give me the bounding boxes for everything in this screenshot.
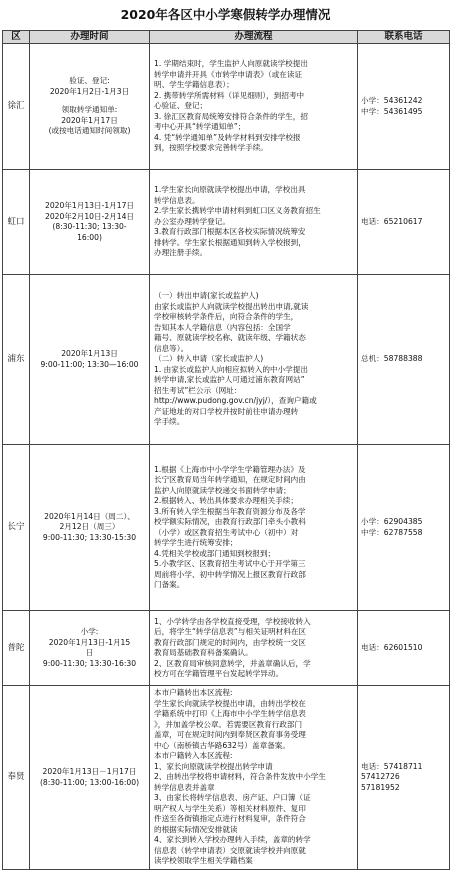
process-line: 后，将学生“转学信息表”与相关证明材料在区	[154, 627, 307, 636]
process-line: 1、家长向原就读学校提出转学申请	[154, 761, 273, 771]
process-line: 办公室办理转学登记。	[154, 216, 230, 226]
process-line: 告知其本人学籍信息（内容包括：全国学	[154, 322, 291, 332]
phone-cell	[358, 275, 450, 445]
process-line: （二）转入申请（家长或监护人)	[154, 354, 264, 364]
process-line: 本市户籍转出本区流程:	[154, 688, 233, 698]
process-line: 信息表（转学申请表）交原就读学校并向原就	[154, 845, 306, 855]
process-line: 1.根据《上海市中小学学生学籍管理办法》及	[154, 464, 306, 474]
process-line: 籍号、原就读学校名称、就读年级、学籍状态	[154, 333, 306, 343]
process-line: 2、由转出学校将申请材料，符合条件发放中小学生	[154, 772, 326, 782]
process-line: 4. 凭“转学通知单”及转学材料到安排学校报	[154, 132, 301, 142]
process-line: 3、由家长将转学信息表、房产证、户口簿（证	[154, 793, 311, 803]
table-row	[3, 44, 450, 170]
process-line: 盖章，可在规定时间内到奉贤区教育事务受理	[154, 730, 306, 740]
time-line: 2020年1月13日-1月17日	[44, 201, 135, 210]
process-cell	[150, 686, 358, 870]
phone-cell	[358, 611, 450, 686]
phone-line: 电话：65210617	[361, 216, 423, 226]
process-line: 明、学生学籍信息表）；	[154, 80, 234, 90]
phone-line: 小学：62904385	[361, 517, 423, 526]
time-line: 验证、登记:	[69, 76, 110, 86]
process-cell	[150, 275, 358, 445]
process-line: 招生考试”栏公示（网址：	[154, 385, 242, 395]
process-line: 1. 由家长或监护人向相应拟转入的中小学提出	[154, 364, 308, 374]
phone-line: 中学：62787558	[361, 527, 423, 537]
time-line: 2020年1月14日（周二）、	[44, 511, 135, 521]
process-line: 心验证、登记；	[154, 101, 208, 111]
header-time: 办理时间	[30, 31, 150, 44]
table-row	[3, 611, 450, 686]
process-line: 办理注册手续。	[154, 248, 208, 258]
process-line: 教育行政部门规定的时间内，由学校统一交区	[154, 637, 306, 647]
phone-cell	[358, 170, 450, 275]
process-line: （小学）或区教育招生考试中心（初中）对	[154, 527, 299, 537]
header-row	[3, 31, 450, 44]
process-line: 的根据实际情况安排就读	[154, 824, 238, 834]
district-cell: 浦东	[3, 275, 30, 445]
process-line: 2、区教育局审核同意转学，并盖章确认后，学	[154, 658, 311, 668]
time-cell	[30, 611, 150, 686]
phone-line: 57181952	[361, 782, 400, 792]
district-cell: 虹口	[3, 170, 30, 275]
process-line: http://www.pudong.gov.cn/jyj/），查询户籍或	[154, 396, 317, 406]
process-line: 读学校领取学生相关学籍档案	[154, 856, 253, 866]
time-line: 小学:	[80, 627, 99, 636]
process-cell	[150, 611, 358, 686]
time-cell	[30, 44, 150, 170]
process-line: 1、小学转学由各学校直接受理，学校接收转入	[154, 616, 311, 626]
time-line: 2月12日（周三）	[59, 522, 120, 532]
process-line: 件送至各街镇指定点进行材料复审，条件符合	[154, 814, 306, 824]
process-line: 教育局基础教育科备案确认。	[154, 648, 253, 657]
process-line: 到，按照学校要求完善转学手续。	[154, 143, 268, 153]
time-line: 2020年1月13日－1月17日	[42, 767, 137, 776]
transfer-table	[2, 30, 450, 870]
process-line: 2. 携带转学所需材料（详见细则），到招考中	[154, 90, 305, 100]
time-line: 9:00-11:00; 13:30—16:00	[40, 359, 139, 369]
time-line: 2020年1月13日	[61, 349, 118, 358]
header-district: 区	[3, 31, 30, 44]
process-line: 监护人向原就读学校递交书面转学申请；	[154, 485, 291, 495]
phone-cell	[358, 686, 450, 870]
phone-line: 中学：54361495	[361, 106, 423, 116]
process-line: 3.所有转入学生根据当年教育资源分布及各学	[154, 506, 306, 516]
phone-line: 电话：62601510	[361, 642, 423, 652]
time-cell	[30, 686, 150, 870]
process-line: 4、家长到转入学校办理转入手续，盖章的转学	[154, 835, 311, 845]
process-cell	[150, 44, 358, 170]
phone-line: 57412726	[361, 772, 400, 782]
table-row	[3, 275, 450, 445]
process-line: 转学学生进行统筹安排；	[154, 538, 238, 547]
process-line: 学手续。	[154, 417, 185, 427]
process-line: 中心（南桥镇古华路632号）盖章备案。	[154, 740, 290, 750]
process-line: 转学信息表。	[154, 195, 200, 205]
process-line: 考中心开具“转学通知单”；	[154, 122, 246, 132]
process-line: 周前将小学、初中转学情况上报区教育行政部	[154, 569, 306, 579]
time-cell	[30, 170, 150, 275]
time-line: (或按电话通知时间领取)	[48, 126, 131, 136]
document-title: 2020年各区中小学寒假转学办理情况	[120, 7, 331, 22]
time-line: 2020年2月10日-2月14日	[44, 211, 135, 221]
process-line: 2.学生家长携转学申请材料到虹口区义务教育招生	[154, 206, 321, 216]
process-line: 5.小教学区、区教育招生考试中心于开学第三	[154, 559, 306, 568]
process-line: 门备案。	[154, 580, 185, 589]
process-line: 转学申请并开具《市转学申请表》（或在读证	[154, 69, 303, 79]
header-process: 办理流程	[150, 31, 358, 44]
process-line: 4.凭相关学校或部门通知到校报到；	[154, 548, 276, 558]
time-line: 16:00)	[77, 232, 102, 242]
process-line: 3. 徐汇区教育局统筹安排符合条件的学生，招	[154, 111, 308, 121]
process-cell	[150, 445, 358, 611]
time-cell	[30, 445, 150, 611]
process-line: 校学额实际情况，由教育行政部门牵头小教科	[154, 517, 306, 526]
time-line: (8:30-11:30; 13:30-	[52, 222, 127, 231]
time-line: (8:30-11:00; 13:00-16:00)	[39, 777, 140, 787]
time-cell	[30, 275, 150, 445]
process-line: 》，并加盖学校公章。若需要区教育行政部门	[154, 719, 303, 729]
district-cell: 奉贤	[3, 686, 30, 870]
time-line: 日	[85, 648, 94, 657]
process-line: 本市户籍转入本区流程:	[154, 751, 233, 761]
phone-line: 总机：58788388	[361, 354, 423, 364]
table-row	[3, 445, 450, 611]
phone-line: 小学：54361242	[361, 96, 423, 105]
phone-cell	[358, 44, 450, 170]
process-line: 1.学生家长向原就读学校提出申请，学校出具	[154, 185, 306, 195]
district-cell: 普陀	[3, 611, 30, 686]
time-line: 9:00-11:30; 13:30-15:30	[42, 532, 137, 542]
process-line: 学生家长向就读学校提出申请，由转出学校在	[154, 698, 306, 708]
time-line: 领取转学通知单:	[61, 105, 118, 115]
process-line: 3.教育行政部门根据本区各校实际情况统筹安	[154, 227, 306, 237]
process-line: 学校审核转学条件后，向符合条件的学生，	[154, 312, 299, 322]
table-row	[3, 170, 450, 275]
process-line: 转学信息表并盖章	[154, 782, 215, 792]
time-line: 2020年1月13日-1月15	[48, 637, 131, 647]
process-line: 明产权人与学生关系）等相关材料原件、复印	[154, 803, 306, 813]
district-cell: 徐汇	[3, 44, 30, 170]
process-line: 由家长或监护人向就读学校提出转出申请,就读	[154, 301, 309, 311]
table-row	[3, 686, 450, 870]
process-line: 信息等）。	[154, 343, 189, 353]
time-line: 2020年1月17日	[61, 115, 118, 125]
process-line: 校方可在学籍管理平台发起转学异动。	[154, 669, 284, 678]
process-line: 1. 学期结束时，学生监护人向原就读学校提出	[154, 59, 308, 69]
district-cell: 长宁	[3, 445, 30, 611]
process-line: 学籍系统中打印《上海市中小学生转学信息表	[154, 709, 306, 719]
time-line: 2020年1月2日-1月3日	[49, 86, 130, 96]
header-phone: 联系电话	[358, 31, 450, 44]
process-line: 长宁区教育局当年转学通知，在规定时间内由	[154, 475, 306, 484]
process-line: （一）转出申请(家长或监护人)	[154, 291, 259, 301]
process-line: 转学申请,家长或监护人可通过浦东教育网站”	[154, 375, 305, 385]
process-cell	[150, 170, 358, 275]
process-line: 2.根据转入、转出具体要求办理相关手续；	[154, 496, 298, 505]
process-line: 产证地址的对口学校并按时前往申请办理转	[154, 406, 299, 416]
phone-line: 电话：57418711	[361, 761, 423, 771]
time-line: 9:00-11:30; 13:30-16:30	[42, 658, 137, 668]
table-body	[3, 44, 450, 870]
phone-cell	[358, 445, 450, 611]
process-line: 排转学。学生家长根据通知到转入学校报到，	[154, 237, 306, 247]
